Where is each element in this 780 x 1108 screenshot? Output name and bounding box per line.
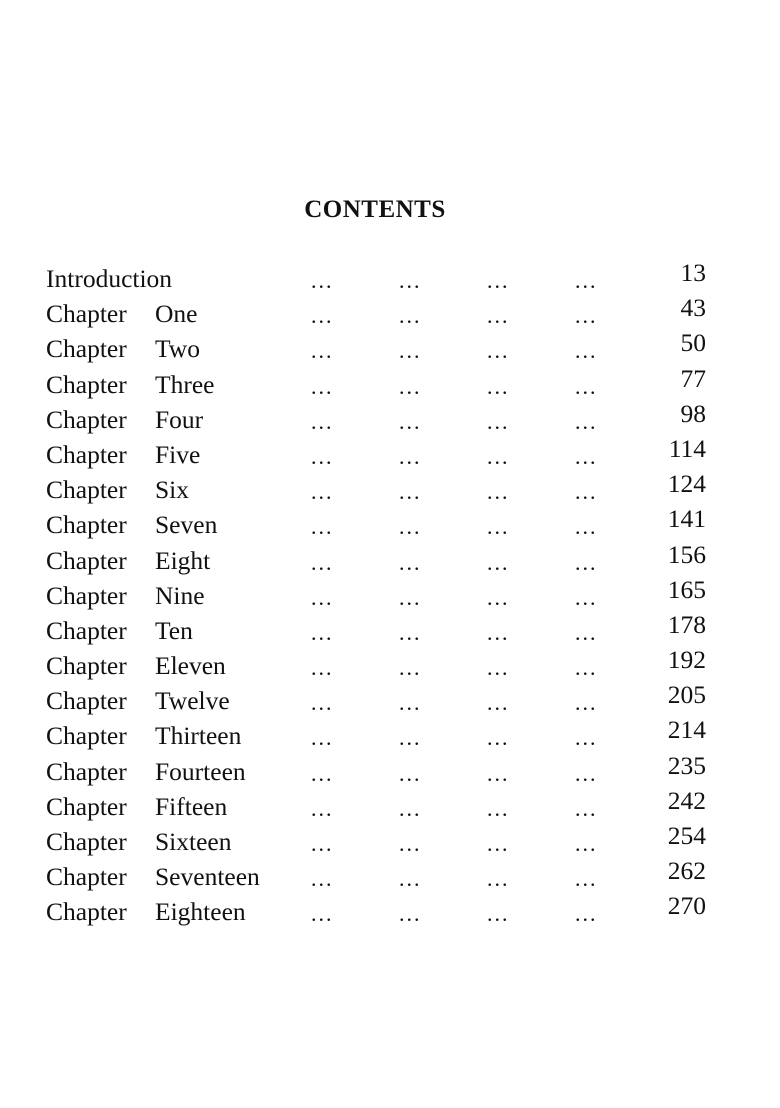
toc-entry [46, 611, 708, 646]
page-number: 50 [680, 328, 706, 358]
dot-leader: ... [399, 514, 422, 540]
dot-leader: ... [399, 479, 422, 505]
table-of-contents [46, 259, 708, 928]
dot-leader: ... [575, 514, 598, 540]
dot-leader: ... [399, 866, 422, 892]
page-number: 13 [680, 258, 706, 287]
entry-label: Chapter [46, 686, 127, 716]
dot-leader: ... [575, 584, 598, 610]
entry-name: Twelve [155, 686, 230, 716]
entry-name: Nine [155, 580, 205, 610]
dot-leader: ... [399, 831, 422, 856]
entry-label: Chapter [46, 756, 127, 786]
page-number: 43 [680, 293, 706, 323]
dot-leader: ... [575, 373, 598, 399]
page-number: 77 [680, 363, 706, 393]
dot-leader: ... [487, 831, 510, 856]
dot-leader: ... [399, 338, 422, 364]
toc-entry [46, 716, 708, 751]
dot-leader: ... [311, 303, 334, 329]
page-number: 270 [667, 891, 706, 921]
entry-label: Chapter [46, 369, 127, 399]
dot-leader: ... [575, 795, 598, 821]
dot-leader: ... [399, 619, 422, 645]
contents-heading: CONTENTS [304, 196, 446, 223]
page-number: 242 [667, 785, 706, 815]
entry-label: Chapter [46, 615, 127, 645]
entry-label: Chapter [46, 897, 127, 927]
dot-leader: ... [487, 408, 510, 434]
dot-leader: ... [575, 760, 598, 786]
dot-leader: ... [487, 268, 510, 293]
dot-leader: ... [399, 760, 422, 786]
entry-label: Chapter [46, 580, 127, 610]
dot-leader: ... [311, 443, 334, 469]
dot-leader: ... [487, 549, 510, 575]
page-number: 178 [667, 609, 706, 639]
dot-leader: ... [311, 584, 334, 610]
toc-entry [46, 365, 708, 400]
dot-leader: ... [575, 268, 598, 293]
dot-leader: ... [399, 268, 422, 293]
entry-name: Five [155, 439, 201, 469]
toc-entry [46, 470, 708, 505]
page-number: 165 [667, 574, 706, 604]
page-number: 141 [667, 504, 706, 534]
dot-leader: ... [487, 725, 510, 751]
entry-label: Chapter [46, 439, 127, 469]
dot-leader: ... [399, 303, 422, 329]
dot-leader: ... [311, 655, 334, 681]
page-number: 98 [680, 398, 706, 428]
entry-name: Three [155, 369, 215, 399]
dot-leader: ... [311, 866, 334, 892]
toc-entry [46, 857, 708, 892]
entry-label: Chapter [46, 862, 127, 892]
dot-leader: ... [575, 408, 598, 434]
toc-entry [46, 646, 708, 681]
dot-leader: ... [311, 831, 334, 856]
dot-leader: ... [399, 549, 422, 575]
dot-leader: ... [487, 760, 510, 786]
toc-entry [46, 400, 708, 435]
page-number: 214 [667, 715, 706, 745]
toc-entry [46, 259, 708, 294]
dot-leader: ... [399, 373, 422, 399]
page-number: 262 [667, 856, 706, 886]
page-number: 205 [667, 680, 706, 710]
dot-leader: ... [487, 479, 510, 505]
dot-leader: ... [487, 795, 510, 821]
dot-leader: ... [487, 338, 510, 364]
dot-leader: ... [487, 303, 510, 329]
entry-label: Chapter [46, 334, 127, 364]
page-number: 254 [667, 821, 706, 850]
dot-leader: ... [487, 690, 510, 716]
dot-leader: ... [487, 655, 510, 681]
entry-label: Chapter [46, 299, 127, 329]
dot-leader: ... [399, 655, 422, 681]
dot-leader: ... [575, 619, 598, 645]
toc-entry [46, 541, 708, 576]
dot-leader: ... [311, 373, 334, 399]
entry-label: Chapter [46, 827, 127, 856]
dot-leader: ... [575, 479, 598, 505]
dot-leader: ... [575, 901, 598, 927]
entry-name: Fourteen [155, 756, 246, 786]
toc-entry [46, 822, 708, 857]
entry-label: Chapter [46, 651, 127, 681]
entry-label: Chapter [46, 510, 127, 540]
toc-entry [46, 892, 708, 927]
toc-entry [46, 576, 708, 611]
entry-name: Seven [155, 510, 218, 540]
entry-name: Ten [155, 615, 193, 645]
entry-name: Eight [155, 545, 211, 575]
dot-leader: ... [487, 443, 510, 469]
dot-leader: ... [399, 690, 422, 716]
dot-leader: ... [311, 725, 334, 751]
entry-name: Thirteen [155, 721, 242, 751]
entry-label: Chapter [46, 404, 127, 434]
page-number: 124 [667, 469, 706, 499]
dot-leader: ... [575, 549, 598, 575]
entry-name: Fifteen [155, 791, 228, 821]
entry-name: Six [155, 475, 190, 505]
entry-label: Chapter [46, 791, 127, 821]
entry-name: Seventeen [155, 862, 260, 892]
dot-leader: ... [487, 866, 510, 892]
dot-leader: ... [399, 725, 422, 751]
dot-leader: ... [311, 619, 334, 645]
dot-leader: ... [575, 725, 598, 751]
dot-leader: ... [575, 831, 598, 856]
dot-leader: ... [575, 655, 598, 681]
dot-leader: ... [575, 690, 598, 716]
dot-leader: ... [487, 514, 510, 540]
entry-label: Chapter [46, 475, 127, 505]
dot-leader: ... [399, 584, 422, 610]
dot-leader: ... [311, 268, 334, 293]
dot-leader: ... [311, 408, 334, 434]
toc-entry [46, 505, 708, 540]
dot-leader: ... [575, 443, 598, 469]
entry-label: Introduction [46, 264, 173, 293]
dot-leader: ... [311, 514, 334, 540]
dot-leader: ... [399, 901, 422, 927]
dot-leader: ... [311, 338, 334, 364]
dot-leader: ... [311, 901, 334, 927]
dot-leader: ... [575, 303, 598, 329]
dot-leader: ... [487, 619, 510, 645]
dot-leader: ... [399, 443, 422, 469]
toc-entry [46, 752, 708, 787]
dot-leader: ... [399, 795, 422, 821]
toc-entry [46, 787, 708, 822]
toc-entry [46, 329, 708, 364]
toc-entry [46, 681, 708, 716]
page-number: 114 [668, 433, 706, 463]
dot-leader: ... [311, 690, 334, 716]
dot-leader: ... [311, 795, 334, 821]
entry-name: Eighteen [155, 897, 246, 927]
dot-leader: ... [399, 408, 422, 434]
dot-leader: ... [311, 760, 334, 786]
dot-leader: ... [487, 373, 510, 399]
page-number: 156 [667, 539, 706, 569]
entry-label: Chapter [46, 545, 127, 575]
page-number: 192 [667, 645, 706, 675]
entry-name: Two [155, 334, 200, 364]
entry-name: Four [155, 404, 204, 434]
entry-name: Sixteen [155, 827, 232, 856]
dot-leader: ... [311, 479, 334, 505]
entry-label: Chapter [46, 721, 127, 751]
toc-entry [46, 294, 708, 329]
entry-name: One [155, 299, 198, 329]
dot-leader: ... [487, 584, 510, 610]
dot-leader: ... [575, 866, 598, 892]
toc-entry [46, 435, 708, 470]
entry-name: Eleven [155, 651, 226, 681]
dot-leader: ... [575, 338, 598, 364]
page-number: 235 [667, 750, 706, 780]
dot-leader: ... [311, 549, 334, 575]
dot-leader: ... [487, 901, 510, 927]
